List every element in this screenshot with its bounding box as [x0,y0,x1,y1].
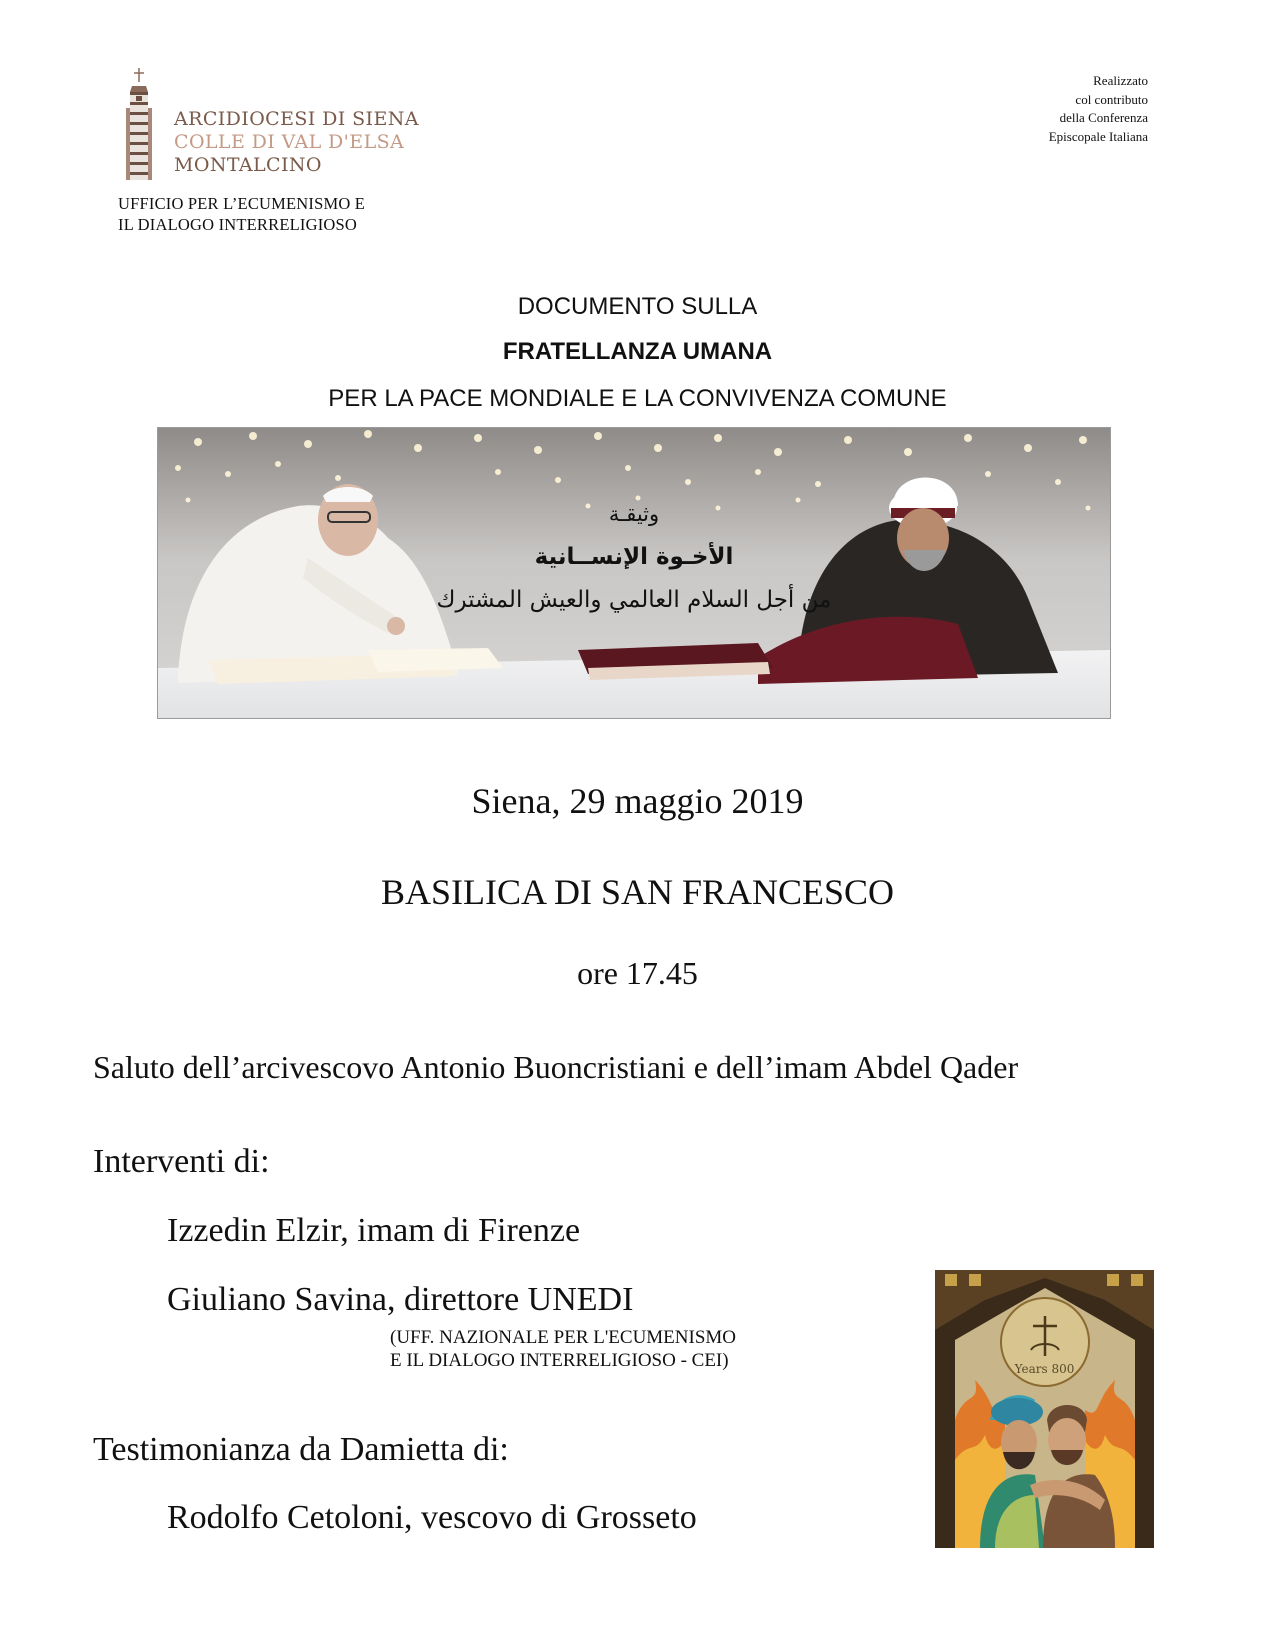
logo-text-montalcino: MONTALCINO [174,154,322,176]
speaker-elzir: Izzedin Elzir, imam di Firenze [167,1212,581,1249]
unedi-note [390,1326,736,1372]
logo-text-colle: COLLE DI VAL D'ELSA [174,131,405,153]
speaker-savina: Giuliano Savina, direttore UNEDI [167,1281,634,1318]
document-title-line-1: DOCUMENTO SULLA [517,293,758,320]
unedi-note-line: (UFF. NAZIONALE PER L'ECUMENISMO [390,1327,737,1348]
office-line: UFFICIO PER L’ECUMENISMO E [118,194,366,213]
icon-years-text: Years 800 [1014,1362,1075,1376]
arabic-title-line-3: من أجل السلام العالمي والعيش المشترك [436,587,832,613]
logo-text-siena: ARCIDIOCESI DI SIENA [174,108,419,130]
icon-painting [935,1270,1154,1548]
office-line: IL DIALOGO INTERRELIGIOSO [118,215,358,234]
signing-photo-banner [157,427,1111,719]
signing-photo [158,428,1111,719]
arabic-title-line-1: وثيقـة [608,502,660,526]
document-title-line-3: PER LA PACE MONDIALE E LA CONVIVENZA COMUNE [328,385,947,412]
cei-line: Realizzato [1093,73,1148,88]
cei-credit [1049,72,1148,146]
event-venue: BASILICA DI SAN FRANCESCO [380,872,895,912]
unedi-note-line: E IL DIALOGO INTERRELIGIOSO - CEI) [390,1350,729,1371]
interventi-heading: Interventi di: [93,1143,270,1180]
document-title-line-2: FRATELLANZA UMANA [502,338,773,365]
event-time: ore 17.45 [577,955,698,991]
cei-line: col contributo [1075,91,1148,107]
archdiocese-logo [118,68,418,180]
event-date: Siena, 29 maggio 2019 [471,781,804,821]
speaker-cetoloni: Rodolfo Cetoloni, vescovo di Grosseto [167,1499,697,1536]
francis-sultan-icon-image [935,1270,1154,1548]
cei-line: Episcopale Italiana [1048,128,1148,144]
tower-icon [118,68,160,180]
testimonianza-heading: Testimonianza da Damietta di: [93,1431,509,1468]
greeting-line: Saluto dell’arcivescovo Antonio Buoncristiani e dell’imam Abdel Qader [93,1049,1019,1085]
cei-line: della Conferenza [1059,110,1148,125]
arabic-title-line-2: الأخـوة الإنســانية [534,544,734,570]
office-name [118,193,365,235]
